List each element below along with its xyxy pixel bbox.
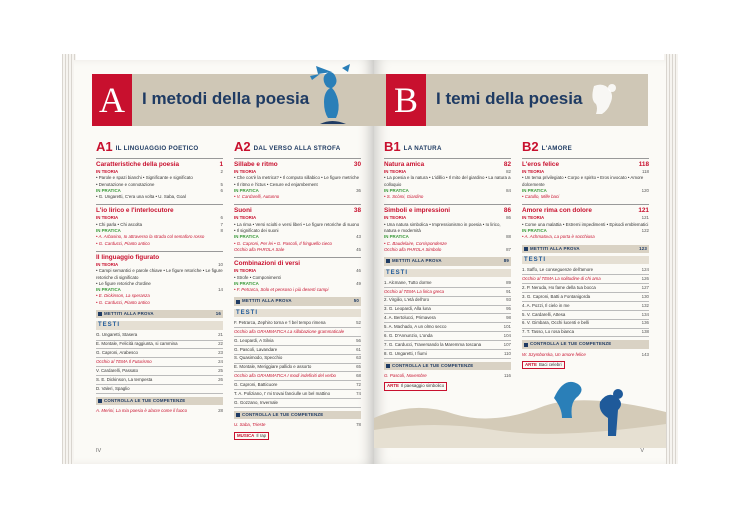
in-pratica-label: IN PRATICA: [522, 187, 547, 193]
text-title: 4. A. Bertolucci, Primavera: [384, 315, 436, 321]
competence-bar[interactable]: [522, 340, 649, 348]
text-entry[interactable]: [96, 332, 223, 341]
page-number: 46: [356, 268, 361, 274]
unit-page: 30: [353, 161, 361, 168]
page-number: 126: [641, 275, 649, 281]
text-title: Occhio al TEMA La solitudine di chi ama: [522, 275, 601, 281]
page-number: 124: [641, 267, 649, 273]
unit-title: Simboli e impressioni: [384, 207, 451, 215]
page-number: 98: [506, 315, 511, 321]
profile-illustration: [582, 80, 622, 120]
competence-label: CONTROLLA LE TUE COMPETENZE: [242, 411, 324, 417]
page-number: 88: [506, 234, 511, 240]
topic-text: • G. Carducci, Pianto antico: [96, 299, 150, 305]
square-icon: [524, 343, 528, 347]
text-entry[interactable]: [522, 302, 649, 311]
testi-header: TESTI: [384, 269, 511, 277]
in-pratica-label: IN PRATICA: [96, 287, 121, 293]
page-number: 63: [356, 355, 361, 361]
page-number: 107: [503, 341, 511, 347]
chapter-title: I metodi della poesia: [142, 89, 310, 108]
in-teoria-label: IN TEORIA: [96, 215, 119, 221]
page-number: 78: [356, 422, 361, 428]
text-title: 8. G. Ungaretti, I fiumi: [384, 350, 427, 356]
page-number: 22: [218, 341, 223, 347]
in-pratica-label: IN PRATICA: [234, 280, 259, 286]
section-b2: [522, 140, 649, 369]
unit-title: Natura amica: [384, 161, 425, 168]
section-a2: [234, 140, 361, 440]
section-code: B1: [384, 139, 401, 154]
square-icon: [236, 413, 240, 417]
check-bar[interactable]: [522, 245, 649, 253]
text-title: 4. A. Pozzi, Il cielo in me: [522, 302, 570, 308]
page-number: 43: [356, 234, 361, 240]
page-number: 101: [503, 324, 511, 330]
text-entry[interactable]: [96, 358, 223, 367]
text-title: F. Petrarca, Zephiro torna e 'l bel tempo rimena: [234, 319, 326, 325]
text-entry[interactable]: [522, 266, 649, 275]
topic-text: • La poesia e la natura • L'idillio • Il mito del giardino • La natura a colloquio: [384, 175, 511, 187]
unit-page: 86: [503, 207, 511, 215]
in-teoria-label: IN TEORIA: [522, 169, 545, 174]
page-number: 50: [353, 298, 359, 304]
page-number: 45: [356, 246, 361, 252]
unit-page: 82: [503, 161, 511, 168]
topic-text: • Come una malattia • Estremi impedimenti • Episodi emblematici: [522, 221, 649, 227]
topic-text: • G. Ungaretti, C'era una volta • U. Saba, Goal: [96, 194, 186, 200]
topic-text: • A. Achmatova, La porta è socchiusa: [522, 234, 595, 240]
text-title: Occhio al TEMA La lirica greca: [384, 288, 445, 294]
unit-title: Il linguaggio figurato: [96, 253, 160, 261]
in-pratica-label: IN PRATICA: [522, 228, 547, 234]
page-number: 21: [218, 332, 223, 338]
woman-statue-illustration: [302, 64, 362, 128]
competence-bar[interactable]: [384, 362, 511, 370]
page-number: 14: [218, 287, 223, 293]
square-icon: [98, 312, 102, 316]
page-number: 89: [506, 279, 511, 285]
page-number: 6: [220, 215, 223, 221]
text-entry[interactable]: [234, 381, 361, 390]
box-text: Il paesaggio simbolico: [400, 383, 445, 389]
unit-title: Combinazioni di versi: [234, 260, 301, 268]
page-number: 74: [356, 390, 361, 396]
unit[interactable]: [96, 251, 223, 306]
in-teoria-label: IN TEORIA: [384, 169, 407, 174]
text-entry[interactable]: [522, 275, 649, 284]
page-number: 87: [506, 246, 511, 252]
page-number: 24: [218, 359, 223, 365]
chapter-letter: A: [92, 74, 132, 126]
text-title: 6. G. D'Annunzio, L'onda: [384, 333, 433, 338]
text-title: G. Gozzano, Invernale: [234, 399, 278, 405]
topic-text: • Parole e spazi bianchi • Significante e significato: [96, 175, 193, 181]
box-label: MUSICA: [237, 432, 255, 438]
text-entry[interactable]: [522, 293, 649, 302]
competence-text: U. Saba, Trieste: [234, 422, 266, 428]
topic-text: • Campi semantici e parole chiave • Le figure retoriche • Le figure retoriche di significato: [96, 268, 223, 280]
page-folio: V: [640, 448, 644, 454]
square-icon: [236, 300, 240, 304]
page-number: 5: [220, 181, 223, 187]
chapter-banner-b: [374, 74, 648, 126]
topic-text: • F. Petrarca, Solo et pensoso i più deserti campi: [234, 287, 329, 293]
text-title: E. Montale, Meriggiare pallido e assorto: [234, 364, 312, 370]
topic-text: • La rima • Versi sciolti e versi liberi • Le figure retoriche di suono • Il significato dei suoni: [234, 221, 360, 234]
section-code: B2: [522, 139, 539, 154]
in-pratica-label: IN PRATICA: [234, 234, 259, 240]
text-title: G. Caproni, Arabesco: [96, 350, 138, 356]
page-number: 26: [218, 376, 223, 382]
topic-text: • Le figure retoriche d'ordine: [96, 280, 151, 286]
in-teoria-label: IN TEORIA: [522, 215, 545, 221]
text-entry[interactable]: [234, 355, 361, 364]
page-number: 84: [506, 187, 511, 193]
in-teoria-label: IN TEORIA: [384, 215, 407, 221]
text-entry[interactable]: [234, 328, 361, 337]
page-number: 136: [641, 320, 649, 326]
page-number: 61: [356, 346, 361, 352]
text-title: 5. A. Machado, A un olmo secco: [384, 324, 447, 330]
topic-text: • A. Arbasino, Io attraverso la strada col semaforo rosso: [96, 234, 205, 240]
text-entry[interactable]: [384, 323, 511, 332]
unit-page: 121: [638, 207, 649, 215]
text-entry[interactable]: [384, 288, 511, 297]
text-entry[interactable]: [96, 341, 223, 350]
square-icon: [98, 399, 102, 403]
competence-text: A. Merini, La mia poesia è alacre come il fuoco: [96, 408, 188, 414]
competence-label: CONTROLLA LE TUE COMPETENZE: [530, 341, 612, 347]
topic-text: • Denotazione e connotazione: [96, 181, 155, 187]
page-number: 116: [504, 373, 511, 379]
competence-bar[interactable]: [96, 397, 223, 405]
check-label: METTITI ALLA PROVA: [242, 298, 292, 304]
text-title: 2. P. Neruda, Ho fame della tua bocca: [522, 284, 596, 290]
text-title: S. E. Dickinson, La tempesta: [96, 376, 153, 382]
topic-text: • Chi parla • Chi ascolta: [96, 221, 143, 227]
unit[interactable]: [522, 158, 649, 200]
text-title: 5. V. Cardarelli, Attesa: [522, 311, 566, 317]
topic-text: • Strofe • Componimenti: [234, 274, 281, 280]
check-bar[interactable]: [96, 310, 223, 318]
page-number: 89: [503, 258, 509, 264]
text-title: D. Valeri, Spaglio: [96, 385, 130, 391]
competence-label: CONTROLLA LE TUE COMPETENZE: [104, 397, 186, 403]
text-title: Occhio alla GRAMMATICA I modi indefiniti del verbo: [234, 373, 336, 379]
text-entry[interactable]: [522, 320, 649, 329]
in-teoria-label: IN TEORIA: [96, 169, 119, 174]
text-entry[interactable]: [234, 390, 361, 399]
unit[interactable]: [522, 204, 649, 240]
page-number: 6: [220, 187, 223, 193]
text-title: T. A. Poliziano, I' mi trovai fanciulle un bel mattino: [234, 390, 331, 396]
text-entry[interactable]: [234, 346, 361, 355]
text-title: Occhio alla GRAMMATICA La sillabazione grammaticale: [234, 328, 345, 334]
topic-text: • G. Carducci, Pianto antico: [96, 240, 150, 246]
text-title: 1. Alcmane, Tutto dorme: [384, 279, 432, 285]
unit[interactable]: [384, 204, 511, 253]
page-number: 122: [641, 228, 649, 234]
section-name: L'AMORE: [541, 145, 573, 152]
text-title: G. Caproni, Batticuore: [234, 382, 278, 388]
in-pratica-label: IN PRATICA: [96, 228, 121, 234]
page-number: 121: [641, 215, 649, 221]
box-text: Il rap: [256, 432, 267, 438]
section-a1: [96, 140, 223, 414]
topic-text: • Catullo, Mille baci: [522, 194, 560, 200]
text-entry[interactable]: [234, 364, 361, 373]
box-text: Baci celebri: [538, 361, 562, 367]
page-number: 91: [506, 288, 511, 294]
left-page: [74, 60, 374, 464]
text-title: E. Montale, Felicità raggiunta, si cammina: [96, 341, 178, 347]
page-number: 65: [356, 364, 361, 370]
testi-header: TESTI: [96, 321, 223, 329]
section-name: LA NATURA: [403, 145, 442, 152]
unit-title: L'io lirico e l'interlocutore: [96, 207, 174, 215]
text-entry[interactable]: [234, 372, 361, 381]
unit-title: Suoni: [234, 207, 252, 215]
page-number: 123: [639, 245, 647, 251]
unit-page: 118: [638, 161, 649, 168]
topic-text: • E. Dickinson, La speranza: [96, 293, 150, 299]
unit[interactable]: [234, 257, 361, 293]
page-number: 82: [506, 169, 511, 174]
landscape-illustration: [374, 378, 666, 448]
text-entry[interactable]: [234, 319, 361, 328]
unit[interactable]: [234, 204, 361, 253]
unit-title: Sillabe e ritmo: [234, 161, 278, 168]
unit[interactable]: [384, 158, 511, 200]
check-label: METTITI ALLA PROVA: [530, 245, 580, 251]
testi-header: TESTI: [522, 256, 649, 264]
in-teoria-label: IN TEORIA: [96, 261, 119, 267]
text-entry[interactable]: [522, 284, 649, 293]
text-title: 1. Saffo, Le conseguenze dell'amore: [522, 267, 594, 273]
text-entry[interactable]: [96, 367, 223, 376]
page-edges-right: [664, 54, 678, 464]
in-pratica-label: IN PRATICA: [384, 234, 409, 240]
in-pratica-label: IN PRATICA: [96, 187, 121, 193]
section-name: IL LINGUAGGIO POETICO: [115, 145, 199, 152]
in-pratica-label: IN PRATICA: [384, 187, 409, 193]
topic-text: • Una natura simbolica • Impressionismo in poesia • Io lirico, natura e modernità: [384, 221, 501, 234]
text-title: 7. T. Tasso, Lo rosa bianca: [522, 329, 575, 335]
page-number: 16: [215, 311, 221, 317]
square-icon: [386, 259, 390, 263]
text-entry[interactable]: [96, 349, 223, 358]
text-entry[interactable]: [96, 376, 223, 385]
square-icon: [524, 247, 528, 251]
topic-text: • V. Cardarelli, Autunno: [234, 194, 280, 200]
unit-page: 1: [219, 161, 223, 168]
page-number: 93: [506, 297, 511, 303]
unit-title: L'eros felice: [522, 161, 560, 168]
check-bar[interactable]: [234, 297, 361, 305]
page-number: 10: [218, 261, 223, 267]
competence-label: CONTROLLA LE TUE COMPETENZE: [392, 362, 474, 368]
text-title: G. Pascoli, Lavandare: [234, 346, 278, 352]
check-label: METTITI ALLA PROVA: [104, 311, 154, 317]
music-box[interactable]: [234, 432, 269, 440]
competence-text: W. Szymborska, Un amore felice: [522, 351, 586, 357]
text-title: G. Ungaretti, Stasera: [96, 332, 138, 338]
topic-text: • G. Caproni, Per lei • G. Pascoli, Il fringuello cieco: [234, 240, 333, 246]
competence-text: G. Pascoli, Novembre: [384, 373, 427, 379]
page-number: 120: [641, 187, 649, 193]
section-code: A2: [234, 139, 251, 154]
text-entry[interactable]: [384, 306, 511, 315]
page-number: 8: [220, 228, 223, 234]
section-b1: [384, 140, 511, 391]
topic-text: • C. Baudelaire, Corrispondenze: [384, 240, 447, 246]
unit-page: 38: [353, 207, 361, 215]
unit[interactable]: [96, 158, 223, 200]
check-bar[interactable]: [384, 257, 511, 265]
page-number: 49: [356, 280, 361, 286]
topic-text: • Che cos'è la metrica? • Il computo sillabico • Le figure metriche • Il ritmo e l'ictus • Cesure ed enjambement: [234, 175, 360, 187]
text-entry[interactable]: [384, 332, 511, 341]
page-number: 130: [641, 293, 649, 299]
unit-title: Caratteristiche della poesia: [96, 161, 180, 168]
page-number: 104: [503, 333, 511, 338]
open-book: [62, 40, 678, 460]
text-title: S. Quasimodo, Specchio: [234, 355, 283, 361]
page-number: 25: [218, 368, 223, 373]
page-number: 72: [356, 382, 361, 388]
chapter-title: I temi della poesia: [436, 89, 583, 108]
page-number: 95: [506, 306, 511, 312]
page-number: 23: [218, 350, 223, 356]
text-entry[interactable]: [384, 350, 511, 359]
text-entry[interactable]: [384, 341, 511, 350]
section-code: A1: [96, 139, 113, 154]
text-entry[interactable]: [522, 329, 649, 338]
square-icon: [386, 364, 390, 368]
page-number: 2: [220, 169, 223, 174]
page-number: 134: [641, 311, 649, 317]
page-number: 118: [642, 169, 649, 174]
text-entry[interactable]: [234, 399, 361, 408]
page-number: 56: [356, 337, 361, 343]
text-entry[interactable]: [234, 337, 361, 346]
page-number: 68: [356, 373, 361, 379]
text-title: Occhio al TEMA Il Futurismo: [96, 359, 152, 365]
text-title: 7. G. Carducci, Traversando la Maremma toscana: [384, 341, 482, 347]
in-teoria-label: IN TEORIA: [234, 169, 257, 174]
chapter-banner-a: [92, 74, 374, 126]
topic-text: Occhio alla PAROLA Sale: [234, 246, 285, 252]
topic-text: • S. Scòmi, Giardino: [384, 194, 424, 200]
text-title: G. Leopardi, A Silvia: [234, 337, 274, 343]
chapter-letter: B: [386, 74, 426, 126]
in-teoria-label: IN TEORIA: [234, 215, 257, 221]
page-number: 132: [641, 302, 649, 308]
section-name: DAL VERSO ALLA STROFA: [253, 145, 341, 152]
page-number: 127: [641, 284, 649, 290]
text-title: 6. V. Gimbara, Occhi lucenti e belli: [522, 320, 589, 326]
page-number: 110: [504, 350, 511, 356]
unit[interactable]: [234, 158, 361, 200]
box-label: ARTE: [525, 361, 537, 367]
unit[interactable]: [96, 204, 223, 246]
topic-text: Occhio alla PAROLA Simbolo: [384, 246, 442, 252]
topic-text: • Un tema privilegiato • Corpo e spirito • Eros invocato • Amore dolcemente: [522, 175, 644, 187]
right-page: [374, 60, 666, 464]
text-entry[interactable]: [384, 297, 511, 306]
page-number: 36: [356, 187, 361, 193]
page-folio: IV: [96, 448, 102, 454]
in-teoria-label: IN TEORIA: [234, 268, 257, 274]
box-label: ARTE: [387, 383, 399, 389]
page-number: 143: [641, 351, 649, 357]
text-entry[interactable]: [96, 385, 223, 394]
text-title: 3. G. Leopardi, Alla luna: [384, 306, 431, 312]
page-number: 86: [506, 215, 511, 221]
page-number: 28: [218, 408, 223, 414]
text-entry[interactable]: [522, 311, 649, 320]
in-pratica-label: IN PRATICA: [234, 187, 259, 193]
art-box[interactable]: [522, 361, 565, 369]
page-number: 7: [220, 221, 223, 227]
unit-title: Amore rima con dolore: [522, 207, 592, 215]
page-number: 138: [641, 329, 649, 335]
text-title: 2. Virgilio, L'età dell'oro: [384, 297, 430, 303]
text-entry[interactable]: [384, 279, 511, 288]
text-entry[interactable]: [384, 314, 511, 323]
page-number: 52: [356, 319, 361, 325]
competence-bar[interactable]: [234, 411, 361, 419]
testi-header: TESTI: [234, 309, 361, 317]
text-title: V. Cardarelli, Passato: [96, 368, 139, 373]
text-title: 3. G. Caproni, Batti a Fontanigorda: [522, 293, 591, 299]
check-label: METTITI ALLA PROVA: [392, 258, 442, 264]
